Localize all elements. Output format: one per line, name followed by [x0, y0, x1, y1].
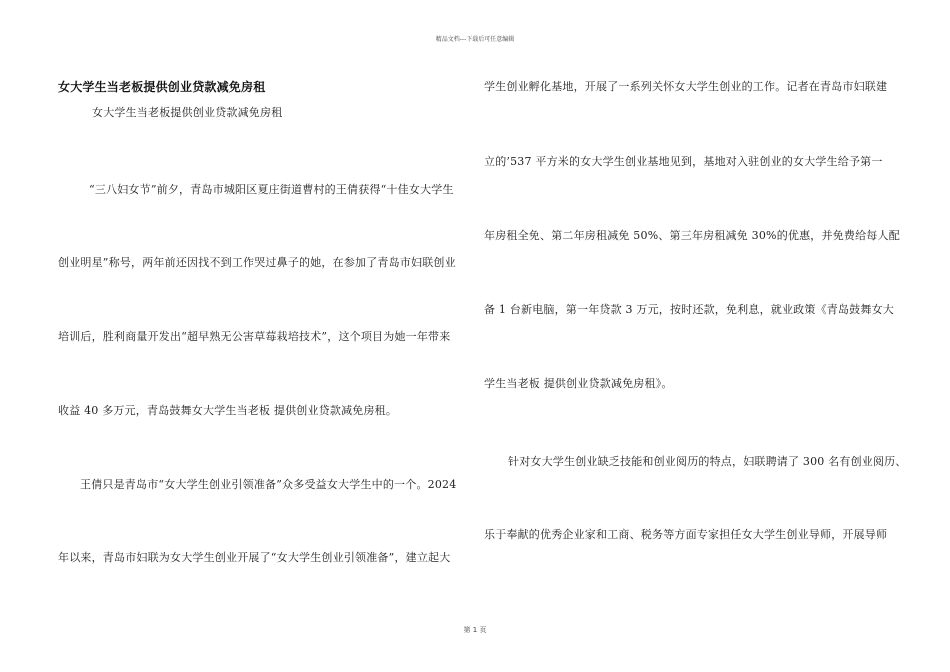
paragraph-line: 学生创业孵化基地，开展了一系列关怀女大学生创业的工作。记者在青岛市妇联建 — [484, 80, 888, 93]
paragraph-line: 创业明星”称号，两年前还因找不到工作哭过鼻子的她，在参加了青岛市妇联创业 — [58, 256, 456, 269]
paragraph-line: 年房租全免、第二年房租减免 50%、第三年房租减免 30%的优惠，并免费给每人配 — [484, 229, 900, 242]
page-header: 精品文档---下载后可任意编辑 — [435, 36, 515, 43]
paragraph-line: 备 1 台新电脑，第一年贷款 3 万元，按时还款，免利息，就业政策《青岛鼓舞女大 — [484, 303, 894, 316]
document-title: 女大学生当老板提供创业贷款减免房租 — [58, 80, 266, 94]
paragraph-line: 立的’537 平方米的女大学生创业基地见到，基地对入驻创业的女大学生给予第一 — [484, 155, 883, 168]
paragraph-line: 学生当老板 提供创业贷款减免房租》。 — [484, 377, 673, 390]
paragraph-line: 针对女大学生创业缺乏技能和创业阅历的特点，妇联聘请了 300 名有创业阅历、 — [508, 455, 907, 468]
page-number: 第 1 页 — [463, 626, 487, 634]
paragraph-line: 乐于奉献的优秀企业家和工商、税务等方面专家担任女大学生创业导师，开展导师 — [484, 528, 888, 541]
document-subtitle: 女大学生当老板提供创业贷款减免房租 — [92, 106, 283, 119]
paragraph-line: “三八妇女节”前夕，青岛市城阳区夏庄街道曹村的王倩获得“十佳女大学生 — [89, 183, 454, 196]
paragraph-line: 年以来，青岛市妇联为女大学生创业开展了“女大学生创业引领准备”，建立起大 — [58, 551, 451, 564]
paragraph-line: 王倩只是青岛市“女大学生创业引领准备”众多受益女大学生中的一个。2024 — [80, 478, 457, 491]
paragraph-line: 收益 40 多万元，青岛鼓舞女大学生当老板 提供创业贷款减免房租。 — [58, 404, 398, 417]
paragraph-line: 培训后，胜利商量开发出“超早熟无公害草莓栽培技术”，这个项目为她一年带来 — [58, 330, 451, 343]
